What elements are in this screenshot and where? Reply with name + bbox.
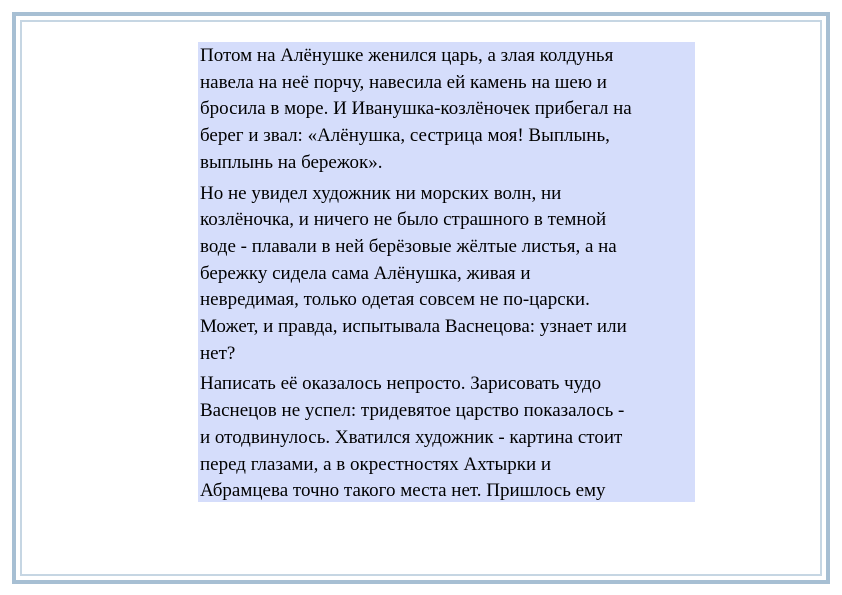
text-block	[198, 42, 695, 502]
paragraph-1: Потом на Алёнушке женился царь, а злая колдунья навела на неё порчу, навесила ей камень на шею и бросила в море. И Иванушка-козлёночек прибегал на берег и звал: «Алёнушка, сестрица моя! Выплынь, выплынь на бережок».	[200, 45, 632, 173]
paragraph-2: Но не увидел художник ни морских волн, ни козлёночка, и ничего не было страшного в темной воде - плавали в ней берёзовые жёлтые листья, а на бережку сидела сама Алёнушка, живая и невредимая, только одетая совсем не по-царски. Может, и правда, испытывала Васнецова: узнает или нет?	[200, 182, 627, 364]
paragraph-3: Написать её оказалось непросто. Зарисовать чудо Васнецов не успел: тридевятое царство показалось - и отодвинулось. Хватился художник - картина стоит перед глазами, а в окрестностях Ахтырки и Абрамцева точно такого места нет. Пришлось ему	[200, 373, 625, 502]
